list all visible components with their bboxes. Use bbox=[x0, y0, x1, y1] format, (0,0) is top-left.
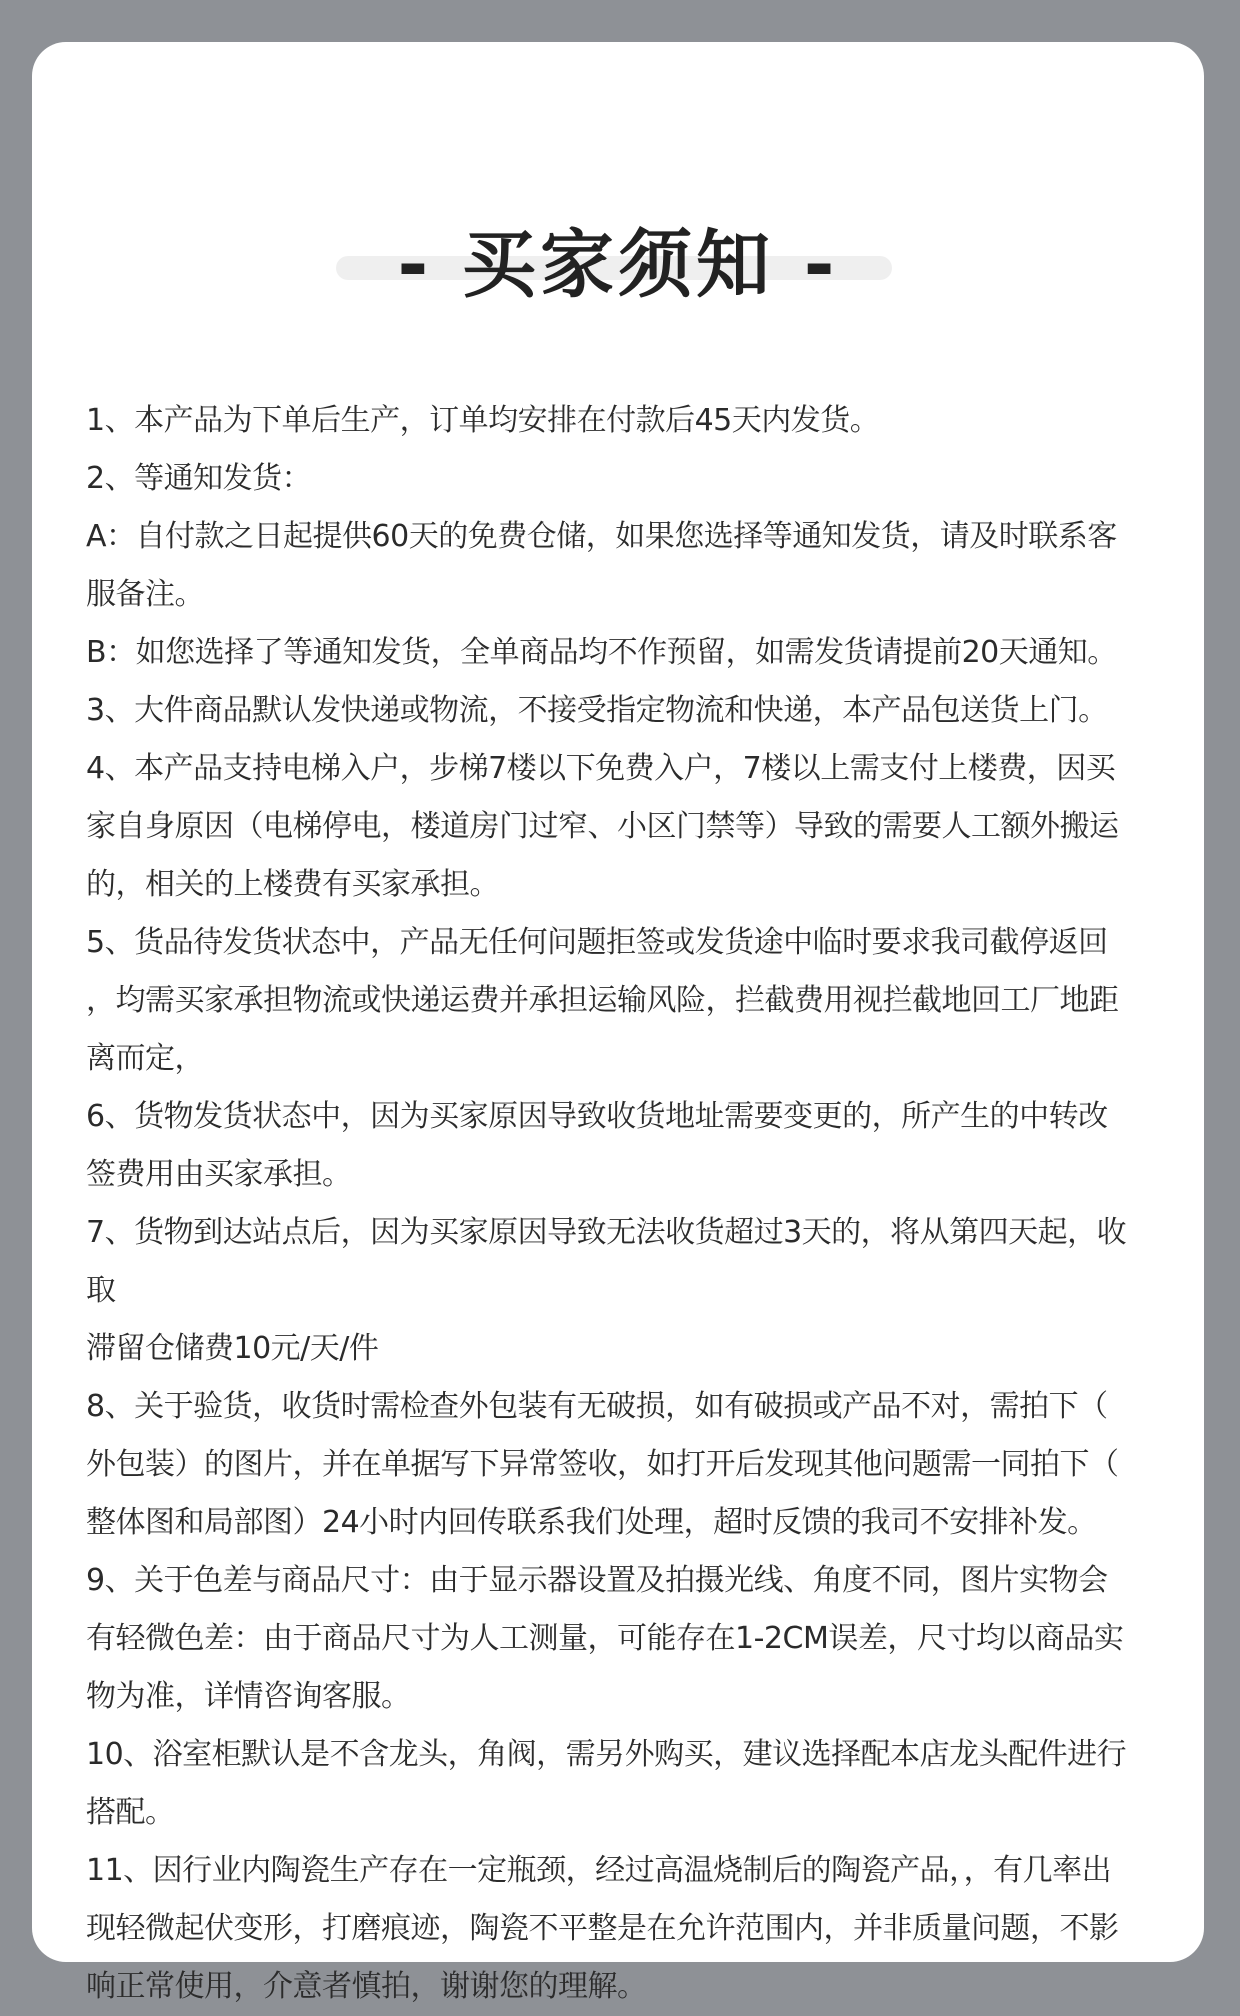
notice-line: 家自身原因（电梯停电，楼道房门过窄、小区门禁等）导致的需要人工额外搬运 bbox=[86, 809, 1119, 844]
notice-line: 8、关于验货，收货时需检查外包装有无破损，如有破损或产品不对，需拍下（ bbox=[86, 1389, 1108, 1424]
notice-line: 离而定， bbox=[86, 1041, 204, 1076]
page-title: - 买家须知 - bbox=[397, 222, 839, 308]
notice-line: 有轻微色差：由于商品尺寸为人工测量，可能存在1-2CM误差，尺寸均以商品实 bbox=[86, 1621, 1124, 1656]
notice-line: 11、因行业内陶瓷生产存在一定瓶颈，经过高温烧制后的陶瓷产品，，有几率出 bbox=[86, 1853, 1112, 1888]
notice-line: 搭配。 bbox=[86, 1795, 175, 1830]
notice-line: 滞留仓储费10元/天/件 bbox=[86, 1331, 379, 1366]
notice-line: 现轻微起伏变形，打磨痕迹，陶瓷不平整是在允许范围内，并非质量问题，不影 bbox=[86, 1911, 1119, 1946]
notice-line: 6、货物发货状态中，因为买家原因导致收货地址需要变更的，所产生的中转改 bbox=[86, 1099, 1108, 1134]
notice-card bbox=[32, 42, 1204, 2004]
notice-line: 服备注。 bbox=[86, 577, 204, 612]
notice-line: A：自付款之日起提供60天的免费仓储，如果您选择等通知发货，请及时联系客 bbox=[86, 519, 1117, 554]
notice-line: 取 bbox=[86, 1273, 116, 1308]
notice-line: 3、大件商品默认发快递或物流，不接受指定物流和快递，本产品包送货上门。 bbox=[86, 693, 1108, 728]
title-container bbox=[32, 220, 1204, 310]
notice-line: 5、货品待发货状态中，产品无任何问题拒签或发货途中临时要求我司截停返回 bbox=[86, 925, 1108, 960]
notice-line: 外包装）的图片，并在单据写下异常签收，如打开后发现其他问题需一同拍下（ bbox=[86, 1447, 1119, 1482]
notice-line: 响正常使用，介意者慎拍，谢谢您的理解。 bbox=[86, 1969, 647, 2004]
notice-line: 10、浴室柜默认是不含龙头，角阀，需另外购买，建议选择配本店龙头配件进行 bbox=[86, 1737, 1127, 1772]
notice-line: 4、本产品支持电梯入户，步梯7楼以下免费入户，7楼以上需支付上楼费，因买 bbox=[86, 751, 1116, 786]
notice-line: 签费用由买家承担。 bbox=[86, 1157, 352, 1192]
notice-line: 1、本产品为下单后生产，订单均安排在付款后45天内发货。 bbox=[86, 403, 880, 438]
notice-line: B：如您选择了等通知发货，全单商品均不作预留，如需发货请提前20天通知。 bbox=[86, 635, 1117, 670]
notice-text bbox=[86, 392, 1176, 2016]
notice-line: 整体图和局部图）24小时内回传联系我们处理，超时反馈的我司不安排补发。 bbox=[86, 1505, 1097, 1540]
notice-line: 7、货物到达站点后，因为买家原因导致无法收货超过3天的，将从第四天起，收 bbox=[86, 1215, 1127, 1250]
notice-line: 的，相关的上楼费有买家承担。 bbox=[86, 867, 499, 902]
notice-line: 物为准，详情咨询客服。 bbox=[86, 1679, 411, 1714]
notice-line: ，均需买家承担物流或快递运费并承担运输风险，拦截费用视拦截地回工厂地距 bbox=[86, 983, 1119, 1018]
notice-line: 2、等通知发货： bbox=[86, 461, 312, 496]
notice-line: 9、关于色差与商品尺寸：由于显示器设置及拍摄光线、角度不同，图片实物会 bbox=[86, 1563, 1108, 1598]
